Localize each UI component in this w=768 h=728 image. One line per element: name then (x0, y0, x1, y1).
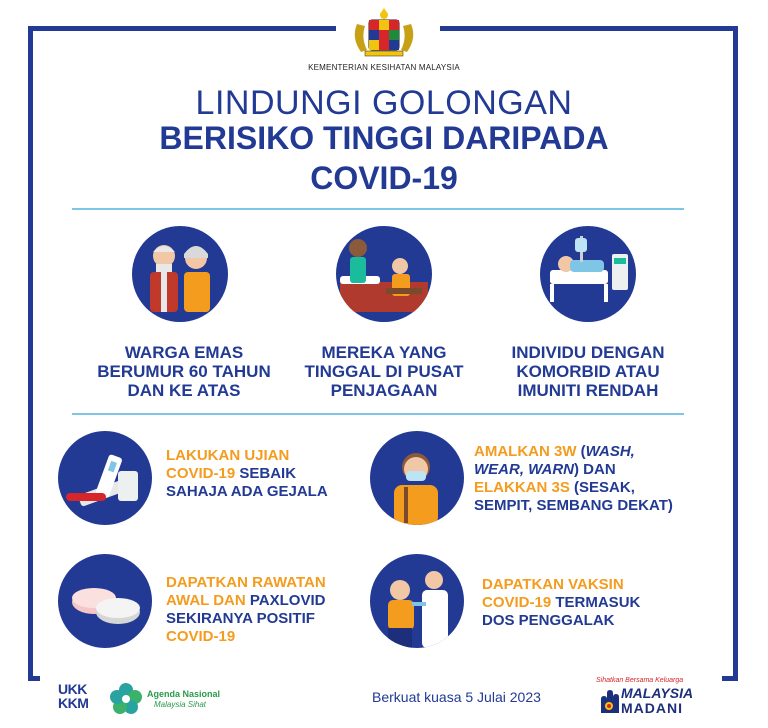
title-line-3: COVID-19 (310, 160, 458, 196)
tip-text-highlight: AMALKAN 3W (474, 443, 577, 460)
group-label-care-home (284, 343, 484, 400)
frame-border-bottom-left (28, 676, 40, 681)
madani-tagline: Sihatkan Bersama Keluarga (596, 677, 684, 684)
tip-text-highlight: COVID-19 (482, 594, 552, 611)
group-label-line: KOMORBID ATAU (516, 362, 660, 381)
tip-text: ) DAN (574, 461, 616, 478)
masked-person-icon (370, 431, 464, 525)
tip-text-italic: WASH, (585, 443, 635, 460)
pills-icon (58, 554, 152, 648)
tip-text-highlight: COVID-19 (166, 628, 236, 645)
group-label-line: BERUMUR 60 TAHUN (97, 362, 271, 381)
divider-middle (72, 413, 684, 415)
hospital-bed-icon (540, 226, 636, 322)
tip-text-highlight: DAPATKAN RAWATAN (166, 574, 326, 591)
tip-text: TERMASUK (551, 594, 641, 611)
ministry-name: KEMENTERIAN KESIHATAN MALAYSIA (308, 63, 460, 72)
frame-border-top-left (28, 26, 336, 31)
tip-text: PAXLOVID (245, 592, 326, 609)
elderly-couple-icon (132, 226, 228, 322)
tip-text-highlight: LAKUKAN UJIAN (166, 447, 290, 464)
group-label-line: PENJAGAAN (330, 381, 438, 400)
group-label-line: MEREKA YANG (321, 343, 447, 362)
group-label-line: DAN KE ATAS (127, 381, 241, 400)
malaysia-crest-icon (345, 6, 423, 58)
frame-border-top-right (440, 26, 738, 31)
tip-text: DOS PENGGALAK (482, 612, 615, 629)
madani-logo-line1: MALAYSIA (621, 685, 694, 701)
tip-testing (166, 447, 328, 501)
tip-text: ( (576, 443, 586, 460)
tip-text: SEMPIT, SEMBANG DEKAT) (474, 497, 673, 514)
group-label-line: INDIVIDU DENGAN (511, 343, 665, 362)
agenda-title: Agenda Nasional (147, 689, 221, 699)
effective-date: Berkuat kuasa 5 Julai 2023 (372, 689, 541, 705)
divider-top (72, 208, 684, 210)
frame-border-bottom-right (722, 676, 738, 681)
tip-text-highlight: ELAKKAN 3S (474, 479, 570, 496)
tip-vaccine (482, 576, 640, 630)
tip-text-italic: WEAR, WARN (474, 461, 574, 478)
title-line-1: LINDUNGI GOLONGAN (195, 84, 573, 122)
group-label-line: IMUNITI RENDAH (517, 381, 659, 400)
kkm-logo-line: KKM (58, 695, 89, 711)
tip-text-highlight: COVID-19 (166, 465, 236, 482)
group-label-line: WARGA EMAS (124, 343, 244, 362)
ukk-kkm-logo (58, 682, 98, 710)
title-line-2: BERISIKO TINGGI DARIPADA (159, 120, 609, 156)
group-label-comorbid (488, 343, 688, 400)
madani-logo-line2: MADANI (621, 700, 683, 716)
tip-text: SEBAIK (235, 465, 297, 482)
tip-treatment (166, 574, 326, 646)
ukk-logo-line: UKK (58, 681, 87, 697)
hibiscus-icon (108, 680, 144, 716)
agenda-subtitle: Malaysia Sihat (154, 700, 207, 709)
madani-hand-icon (597, 689, 619, 715)
tip-text-highlight: DAPATKAN VAKSIN (482, 576, 624, 593)
group-label-line: TINGGAL DI PUSAT (304, 362, 464, 381)
tip-text-highlight: AWAL DAN (166, 592, 246, 609)
tip-text: (SESAK, (569, 479, 635, 496)
tip-text: SAHAJA ADA GEJALA (166, 483, 328, 500)
vaccination-icon (370, 554, 464, 648)
test-kit-icon (58, 431, 152, 525)
group-label-elderly (84, 343, 284, 400)
care-home-icon (336, 226, 432, 322)
tip-text: SEKIRANYA POSITIF (166, 610, 315, 627)
tip-practice (474, 443, 673, 515)
